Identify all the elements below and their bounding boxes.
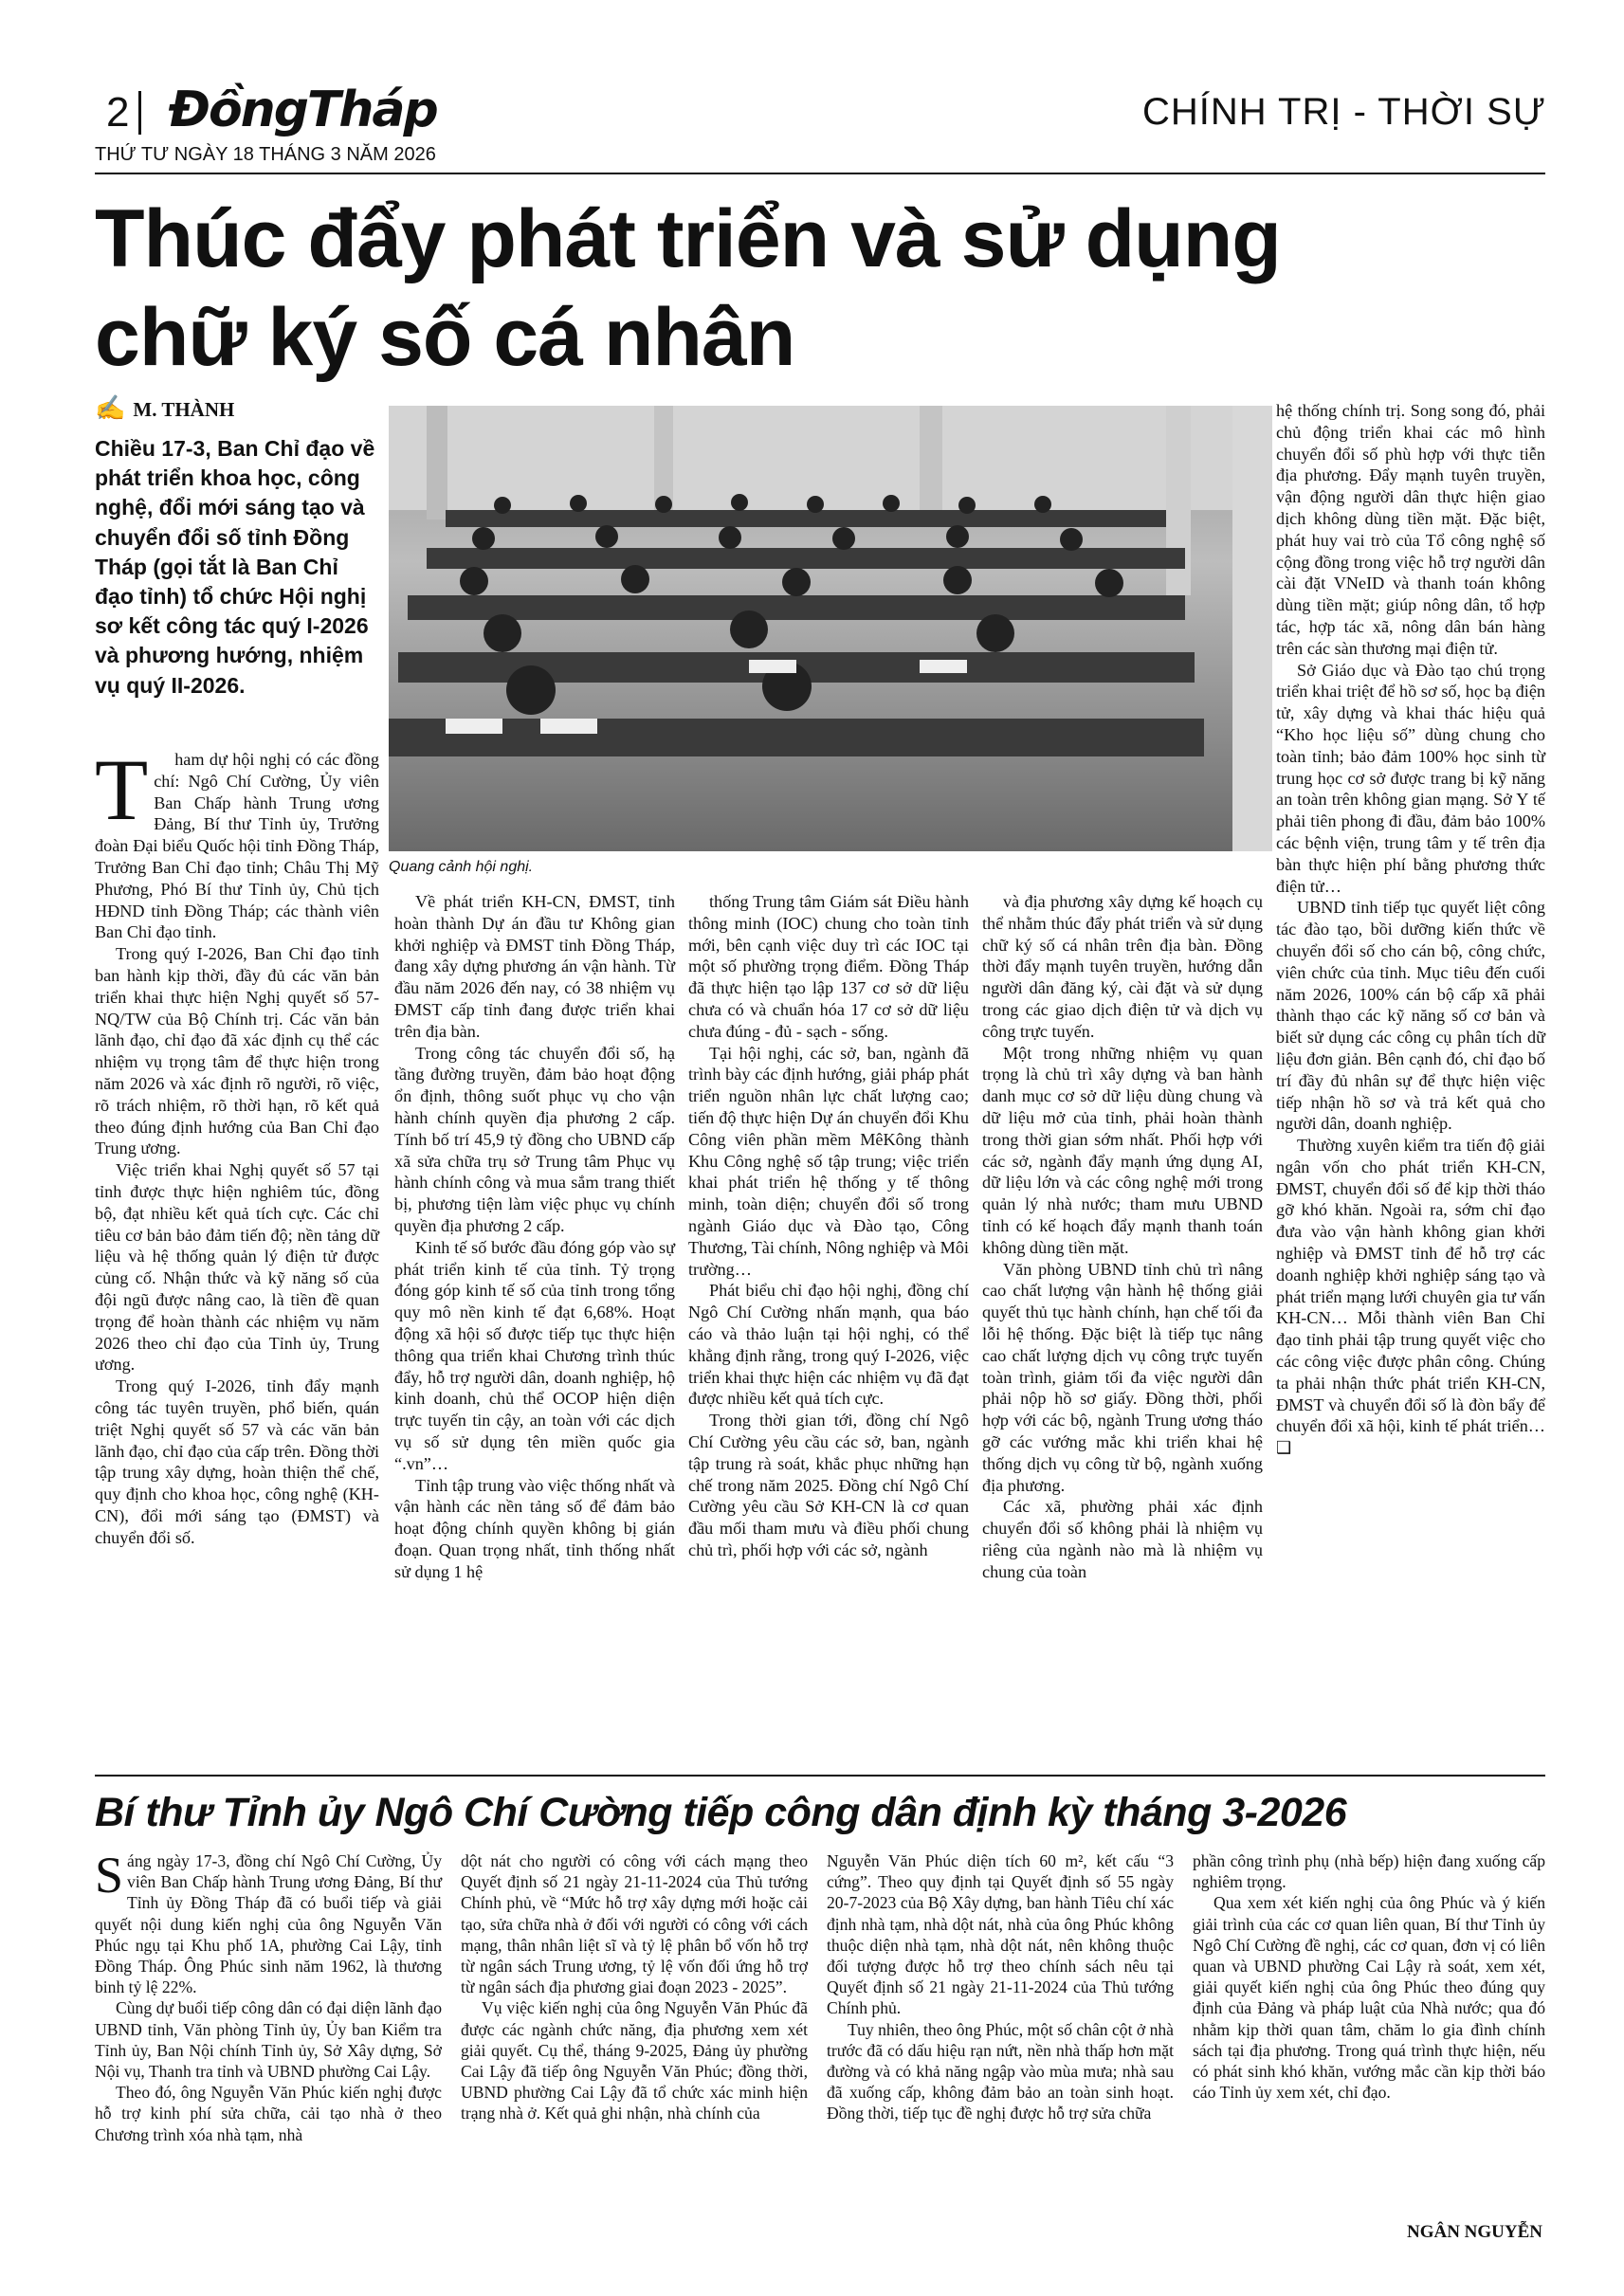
photo-caption: Quang cảnh hội nghị. [389,859,534,875]
article-column-4 [982,891,1263,1583]
article-headline: Thúc đẩy phát triển và sử dụng chữ ký số cá nhân [95,193,1281,383]
paragraph: và địa phương xây dựng kế hoạch cụ thể nhằm thúc đẩy phát triển và sử dụng chữ ký số cá nhân trên địa bàn. Đồng thời đẩy mạnh tuyên truyền, hướng dẫn người dân đăng ký, cài đặt và sử dụng trong các giao dịch điện tử và dịch vụ công trực tuyến. [982,892,1263,1041]
paragraph: áng ngày 17-3, đồng chí Ngô Chí Cường, Ủy viên Ban Chấp hành Trung ương Đảng, Bí thư Tỉnh ủy Đồng Tháp đã có buổi tiếp và giải quyết nội dung kiến nghị của ông Nguyễn Văn Phúc ngụ tại Khu phố 1A, phường Cai Lậy, tỉnh Đồng Tháp. Ông Phúc sinh năm 1962, là thương binh tỷ lệ 22%. [95,1851,442,1997]
masthead-divider [138,91,141,135]
paragraph: Tại hội nghị, các sở, ban, ngành đã trình bày các định hướng, giải pháp phát triển nguồn nhân lực chất lượng cao; tiến độ thực hiện Dự án chuyển đổi Khu Công viên phần mềm MêKông thành Khu Công nghệ số tập trung; việc triển khai phát triển hệ thống y tế thông minh, toàn diện; chuyển đổi số trong ngành Giáo dục và Đào tạo, Công Thương, Tài chính, Nông nghiệp và Môi trường… [688,1043,969,1279]
paragraph: Phát biểu chỉ đạo hội nghị, đồng chí Ngô Chí Cường nhấn mạnh, qua báo cáo và thảo luận tại hội nghị, có thể khẳng định rằng, trong quý I-2026, việc triển khai thực hiện các nhiệm vụ đã đạt được nhiều kết quả tích cực. [688,1281,969,1409]
paragraph: Qua xem xét kiến nghị của ông Phúc và ý kiến giải trình của các cơ quan liên quan, Bí thư Tỉnh ủy Ngô Chí Cường đề nghị, các cơ quan, đơn vị có liên quan và UBND phường Cai Lậy rà soát, xem xét, giải quyết kiến nghị của ông Phúc theo đúng quy định của Đảng và pháp luật của Nhà nước; qua đó nhằm kịp thời quan tâm, chăm lo gia đình chính sách tại địa phương. Trong quá trình thực hiện, nếu có phát sinh khó khăn, vướng mắc cần kịp thời báo cáo Tỉnh ủy xem xét, chỉ đạo. [1193,1893,1545,2103]
paragraph: thống Trung tâm Giám sát Điều hành thông minh (IOC) chung cho toàn tỉnh mới, bên cạnh việc duy trì các IOC tại một số phường trọng điểm. Đồng Tháp đã thực hiện tạo lập 137 cơ sở dữ liệu chưa có và chuẩn hóa 17 cơ sở dữ liệu chưa đúng - đủ - sạch - sống. [688,892,969,1041]
paragraph: Tuy nhiên, theo ông Phúc, một số chân cột ở nhà trước đã có dấu hiệu rạn nứt, nền nhà thấp hơn mặt đường và có khả năng ngập vào mùa mưa; nhà sau đã xuống cấp, không đảm bảo an toàn sinh hoạt. Đồng thời, tiếp tục đề nghị được hỗ trợ sửa chữa [827,2019,1174,2123]
paragraph: Sở Giáo dục và Đào tạo chú trọng triển khai triệt để hồ sơ số, học bạ điện tử, xây dựng và khai thác hiệu quả “Kho học liệu số” dùng chung cho toàn tỉnh; bảo đảm 100% học sinh từ trung học cơ sở được trang bị kỹ năng an toàn trên không gian mạng. Sở Y tế phải tiên phong đi đầu, đảm bảo 100% các bệnh viện, trung tâm y tế trên địa bàn thực hiện phí bằng phương thức điện tử… [1276,660,1545,896]
paragraph: ham dự hội nghị có các đồng chí: Ngô Chí Cường, Ủy viên Ban Chấp hành Trung ương Đảng, Bí thư Tỉnh ủy, Trưởng đoàn Đại biểu Quốc hội tỉnh Đồng Tháp, Trưởng Ban Chỉ đạo tỉnh; Châu Thị Mỹ Phương, Phó Bí thư Tỉnh ủy, Chủ tịch HĐND tỉnh Đồng Tháp; các thành viên Ban Chỉ đạo tỉnh. [95,750,379,942]
paragraph: Vụ việc kiến nghị của ông Nguyễn Văn Phúc đã được các ngành chức năng, địa phương xem xét giải quyết. Cụ thể, tháng 9-2025, Đảng ủy phường Cai Lậy đã tiếp ông Nguyễn Văn Phúc; đồng thời, UBND phường Cai Lậy đã tổ chức xác minh hiện trạng nhà ở. Kết quả ghi nhận, nhà chính của [461,1998,808,2123]
byline-author: M. THÀNH [133,398,235,421]
paragraph: hệ thống chính trị. Song song đó, phải chủ động triển khai các mô hình chuyển đổi số phù hợp với thực tiễn địa phương. Đẩy mạnh tuyên truyền, vận động người dân thực hiện giao dịch không dùng tiền mặt. Đặc biệt, phát huy vai trò của Tổ công nghệ số cộng đồng trong việc hỗ trợ người dân cài đặt VNeID và thanh toán không dùng tiền mặt; giúp nông dân, tổ hợp tác, hợp tác xã, nông dân bán hàng trên các sàn thương mại điện tử. [1276,401,1545,658]
paragraph: phần công trình phụ (nhà bếp) hiện đang xuống cấp nghiêm trọng. [1193,1851,1545,1892]
second-article-headline: Bí thư Tỉnh ủy Ngô Chí Cường tiếp công dân định kỳ tháng 3-2026 [95,1790,1347,1835]
paragraph: Cùng dự buổi tiếp công dân có đại diện lãnh đạo UBND tỉnh, Văn phòng Tỉnh ủy, Ủy ban Kiểm tra Tỉnh ủy, Ban Nội chính Tỉnh ủy, Sở Xây dựng, Sở Nội vụ, Thanh tra tỉnh và UBND phường Cai Lậy. [95,1998,442,2082]
paragraph: Văn phòng UBND tỉnh chủ trì nâng cao chất lượng vận hành hệ thống giải quyết thủ tục hành chính, hạn chế tối đa lỗi hệ thống. Đặc biệt là tiếp tục nâng cao chất lượng dịch vụ công trực tuyến toàn trình, giảm tối đa việc người dân phải nộp hồ sơ giấy. Đồng thời, phối hợp với các bộ, ngành Trung ương tháo gỡ các vướng mắc khi triển khai hệ thống dịch vụ công từ bộ, ngành xuống địa phương. [982,1259,1263,1495]
second-article-author: NGÂN NGUYỄN [1406,2222,1542,2242]
conference-photo [389,406,1272,851]
paragraph: Thường xuyên kiểm tra tiến độ giải ngân vốn cho phát triển KH-CN, ĐMST, chuyển đổi số để kịp thời tháo gỡ khó khăn. Ngoài ra, sớm chỉ đạo đưa vào vận hành không gian khởi nghiệp và ĐMST tỉnh để hỗ trợ các doanh nghiệp khởi nghiệp sáng tạo và phát triển mạng lưới chuyên gia tư vấn KH-CN… Mỗi thành viên Ban Chỉ đạo tỉnh phải tập trung quyết việc cho các công việc được phân công. Chúng ta phải nhận thức phát triển KH-CN, ĐMST và chuyển đổi số là đòn bẩy để chuyển đổi xã hội, kinh tế phát triển…❑ [1276,1136,1545,1458]
pen-icon: ✍ [95,394,126,422]
second-article-column-4 [1193,1850,1545,2103]
section-title: CHÍNH TRỊ - THỜI SỰ [1142,91,1546,133]
paragraph: dột nát cho người có công với cách mạng theo Quyết định số 21 ngày 21-11-2024 của Thủ tướng Chính phủ, về “Mức hỗ trợ xây dựng mới hoặc cải tạo, sửa chữa nhà ở đối với người có công với cách mạng, thân nhân liệt sĩ và tỷ lệ phân bổ vốn hỗ trợ từ ngân sách Trung ương, tỷ lệ vốn đối ứng hỗ trợ từ ngân sách địa phương giai đoạn 2023 - 2025”. [461,1851,808,1997]
paragraph: UBND tỉnh tiếp tục quyết liệt công tác đào tạo, bồi dưỡng kiến thức về chuyển đổi số cho cán bộ, công chức, viên chức của tỉnh. Mục tiêu đến cuối năm 2026, 100% cán bộ cấp xã phải thành thạo các kỹ năng số cơ bản và biết sử dụng các công cụ phân tích dữ liệu đơn giản. Bên cạnh đó, chỉ đạo bố trí đầy đủ nhân sự để thực hiện việc tiếp nhận hồ sơ và trả kết quả cho người dân, doanh nghiệp. [1276,898,1545,1134]
issue-date: THỨ TƯ NGÀY 18 THÁNG 3 NĂM 2026 [95,144,436,165]
second-article-column-3 [827,1850,1174,2124]
paragraph: Nguyễn Văn Phúc diện tích 60 m², kết cấu “3 cứng”. Theo quy định tại Quyết định số 55 ngày 20-7-2023 của Bộ Xây dựng, ban hành Tiêu chí xác định nhà tạm, nhà dột nát, nhà của ông Phúc không thuộc diện nhà tạm, nhà dột nát, nên không thuộc đối tượng được hỗ trợ theo chính sách nêu tại Quyết định số 21 ngày 21-11-2024 của Thủ tướng Chính phủ. [827,1851,1174,2018]
paragraph: Một trong những nhiệm vụ quan trọng là chủ trì xây dựng và ban hành danh mục cơ sở dữ liệu dùng chung và dữ liệu mở của tỉnh, phải hoàn thành trong thời gian sớm nhất. Phối hợp với các sở, ngành đẩy mạnh ứng dụng AI, dữ liệu lớn và các công nghệ mới trong quản lý nhà nước; tham mưu UBND tỉnh có kế hoạch đẩy mạnh thanh toán không dùng tiền mặt. [982,1043,1263,1257]
paragraph: Theo đó, ông Nguyễn Văn Phúc kiến nghị được hỗ trợ kinh phí sửa chữa, cải tạo nhà ở theo Chương trình xóa nhà tạm, nhà [95,2083,442,2144]
drop-cap: S [95,1847,124,1904]
article-divider [95,1775,1545,1777]
page-number: 2 [106,89,130,136]
masthead-rule [95,173,1545,174]
paragraph: Tỉnh tập trung vào việc thống nhất và vận hành các nền tảng số để đảm bảo hoạt động chính quyền không bị gián đoạn. Quan trọng nhất, tỉnh thống nhất sử dụng 1 hệ [394,1475,675,1581]
paragraph: Kinh tế số bước đầu đóng góp vào sự phát triển kinh tế của tỉnh. Tỷ trọng đóng góp kinh tế số của tỉnh trong tổng quy mô nền kinh tế đạt 6,68%. Hoạt động xã hội số được tiếp tục thực hiện thông qua triển khai Chương trình thúc đẩy, hỗ trợ người dân, doanh nghiệp, hộ kinh doanh, chủ thể OCOP hiện diện trực tuyến tin cậy, an toàn với các dịch vụ số sử dụng tên miền quốc gia “.vn”… [394,1237,675,1473]
second-article-column-1 [95,1847,442,2145]
paragraph: Trong công tác chuyển đổi số, hạ tầng đường truyền, đảm bảo hoạt động ổn định, thông suốt phục vụ cho vận hành chính quyền địa phương 2 cấp. Tính bố trí 45,9 tỷ đồng cho UBND cấp xã sửa chữa trụ sở Trung tâm Phục vụ hành chính công và mua sắm trang thiết bị, phương tiện làm việc phục vụ chính quyền địa phương 2 cấp. [394,1043,675,1235]
paragraph: Trong quý I-2026, tỉnh đẩy mạnh công tác tuyên truyền, phổ biến, quán triệt Nghị quyết số 57 và các văn bản lãnh đạo, chỉ đạo của cấp trên. Đồng thời tập trung xây dựng, hoàn thiện thể chế, quy định cho khoa học, công nghệ (KH-CN), đổi mới sáng tạo (ĐMST) và chuyển đổi số. [95,1376,379,1547]
paragraph: Các xã, phường phải xác định chuyển đổi số không phải là nhiệm vụ riêng của ngành nào mà là nhiệm vụ chung của toàn [982,1497,1263,1581]
conference-photo-image [389,406,1272,851]
second-article-column-2 [461,1850,808,2124]
drop-cap: T [95,741,149,838]
article-column-3 [688,891,969,1561]
byline [95,394,234,423]
article-column-2 [394,891,675,1583]
paragraph: Trong quý I-2026, Ban Chỉ đạo tỉnh ban hành kịp thời, đầy đủ các văn bản triển khai thực hiện Nghị quyết số 57-NQ/TW của Bộ Chính trị. Các văn bản lãnh đạo, chỉ đạo đã xác định cụ thể các nhiệm vụ trọng tâm để thực hiện trong năm 2026 và xác định rõ người, rõ việc, rõ trách nhiệm, rõ thời hạn, rõ kết quả theo đúng định hướng của Ban Chỉ đạo Trung ương. [95,944,379,1158]
paragraph: Việc triển khai Nghị quyết số 57 tại tỉnh được thực hiện nghiêm túc, đồng bộ, đạt nhiều kết quả tích cực. Các chỉ tiêu cơ bản bảo đảm tiến độ; nền tảng dữ liệu và hệ thống quản lý điện tử được củng cố. Nhận thức và kỹ năng số của đội ngũ được nâng cao, là tiền đề quan trọng để hoàn thành các nhiệm vụ năm 2026 theo chỉ đạo của Tỉnh ủy, Trung ương. [95,1160,379,1375]
article-lead: Chiều 17-3, Ban Chỉ đạo về phát triển khoa học, công nghệ, đổi mới sáng tạo và chuyển đổi số tỉnh Đồng Tháp (gọi tắt là Ban Chỉ đạo tỉnh) tổ chức Hội nghị sơ kết công tác quý I-2026 và phương hướng, nhiệm vụ quý II-2026. [95,436,375,698]
paragraph: Về phát triển KH-CN, ĐMST, tỉnh hoàn thành Dự án đầu tư Không gian khởi nghiệp và ĐMST tỉnh Đồng Tháp, đang xây dựng phương án vận hành. Từ đầu năm 2026 đến nay, có 38 nhiệm vụ ĐMST cấp tỉnh đang được triển khai trên địa bàn. [394,892,675,1041]
article-column-5 [1276,400,1545,1459]
paragraph: Trong thời gian tới, đồng chí Ngô Chí Cường yêu cầu các sở, ban, ngành tập trung rà soát, khắc phục những hạn chế trong năm 2025. Đồng chí Ngô Chí Cường yêu cầu Sở KH-CN là cơ quan đầu mối tham mưu và điều phối chung chủ trì, phối hợp với các sở, ngành [688,1411,969,1559]
article-column-1 [95,741,379,1548]
newspaper-logo: ĐồngTháp [169,82,437,138]
